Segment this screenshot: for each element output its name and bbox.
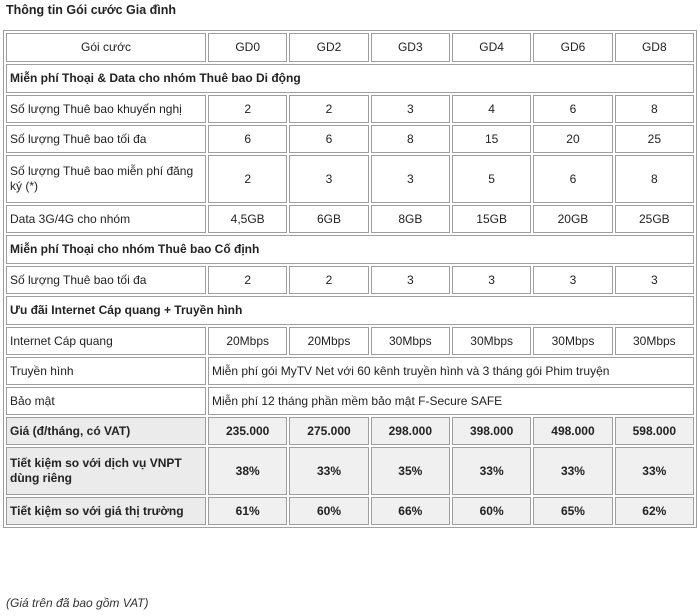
table-cell: 8 bbox=[371, 125, 450, 153]
table-cell: 25GB bbox=[615, 205, 694, 233]
table-cell: 35% bbox=[371, 447, 450, 495]
merged-cell: Miễn phí 12 tháng phần mềm bảo mật F-Secure SAFE bbox=[208, 387, 694, 415]
plan-header-gd2: GD2 bbox=[289, 33, 368, 62]
table-cell: 30Mbps bbox=[371, 327, 450, 355]
table-cell: 20Mbps bbox=[289, 327, 368, 355]
section-title: Miễn phí Thoại & Data cho nhóm Thuê bao Di động bbox=[6, 64, 694, 93]
table-cell: 3 bbox=[452, 266, 531, 294]
table-cell: 61% bbox=[208, 497, 287, 525]
section-title: Miễn phí Thoại cho nhóm Thuê bao Cố định bbox=[6, 235, 694, 264]
table-cell: 20GB bbox=[533, 205, 612, 233]
table-cell: 6 bbox=[533, 155, 612, 203]
row-label: Bảo mật bbox=[6, 387, 206, 415]
table-row bbox=[6, 125, 694, 153]
table-cell: 30Mbps bbox=[615, 327, 694, 355]
table-cell: 60% bbox=[452, 497, 531, 525]
table-cell: 15 bbox=[452, 125, 531, 153]
table-cell: 33% bbox=[533, 447, 612, 495]
savings-vnpt-row bbox=[6, 447, 694, 495]
table-row bbox=[6, 387, 694, 415]
table-cell: 66% bbox=[371, 497, 450, 525]
plan-header-gd4: GD4 bbox=[452, 33, 531, 62]
table-row bbox=[6, 205, 694, 233]
footnote: (Giá trên đã bao gồm VAT) bbox=[6, 596, 149, 610]
plan-header-gd8: GD8 bbox=[615, 33, 694, 62]
family-plan-table bbox=[3, 30, 697, 528]
row-label: Giá (đ/tháng, có VAT) bbox=[6, 417, 206, 445]
table-cell: 5 bbox=[452, 155, 531, 203]
table-cell: 6 bbox=[533, 95, 612, 123]
table-cell: 3 bbox=[289, 155, 368, 203]
row-label: Số lượng Thuê bao khuyến nghị bbox=[6, 95, 206, 123]
table-cell: 60% bbox=[289, 497, 368, 525]
section-row-internet-tv bbox=[6, 296, 694, 325]
table-cell: 235.000 bbox=[208, 417, 287, 445]
table-cell: 6GB bbox=[289, 205, 368, 233]
table-cell: 2 bbox=[289, 266, 368, 294]
table-cell: 4,5GB bbox=[208, 205, 287, 233]
table-cell: 33% bbox=[289, 447, 368, 495]
row-label: Số lượng Thuê bao tối đa bbox=[6, 125, 206, 153]
table-cell: 3 bbox=[533, 266, 612, 294]
table-cell: 33% bbox=[452, 447, 531, 495]
table-row bbox=[6, 95, 694, 123]
table-cell: 3 bbox=[371, 95, 450, 123]
table-cell: 398.000 bbox=[452, 417, 531, 445]
price-row bbox=[6, 417, 694, 445]
header-label: Gói cước bbox=[6, 33, 206, 62]
table-cell: 30Mbps bbox=[533, 327, 612, 355]
table-cell: 498.000 bbox=[533, 417, 612, 445]
section-row-fixed bbox=[6, 235, 694, 264]
row-label: Số lượng Thuê bao tối đa bbox=[6, 266, 206, 294]
table-cell: 20 bbox=[533, 125, 612, 153]
table-cell: 298.000 bbox=[371, 417, 450, 445]
table-cell: 3 bbox=[615, 266, 694, 294]
table-cell: 275.000 bbox=[289, 417, 368, 445]
row-label: Tiết kiệm so với dịch vụ VNPT dùng riêng bbox=[6, 447, 206, 495]
section-title: Ưu đãi Internet Cáp quang + Truyền hình bbox=[6, 296, 694, 325]
table-cell: 30Mbps bbox=[452, 327, 531, 355]
row-label: Internet Cáp quang bbox=[6, 327, 206, 355]
merged-cell: Miễn phí gói MyTV Net với 60 kênh truyền hình và 3 tháng gói Phim truyện bbox=[208, 357, 694, 385]
row-label: Data 3G/4G cho nhóm bbox=[6, 205, 206, 233]
section-row-mobile bbox=[6, 64, 694, 93]
page-title: Thông tin Gói cước Gia đình bbox=[6, 3, 177, 17]
row-label: Truyền hình bbox=[6, 357, 206, 385]
table-cell: 33% bbox=[615, 447, 694, 495]
row-label: Tiết kiệm so với giá thị trường bbox=[6, 497, 206, 525]
row-label: Số lượng Thuê bao miễn phí đăng ký (*) bbox=[6, 155, 206, 203]
savings-market-row bbox=[6, 497, 694, 525]
table-cell: 4 bbox=[452, 95, 531, 123]
table-cell: 2 bbox=[208, 95, 287, 123]
table-cell: 15GB bbox=[452, 205, 531, 233]
table-row bbox=[6, 266, 694, 294]
table-cell: 65% bbox=[533, 497, 612, 525]
table-cell: 20Mbps bbox=[208, 327, 287, 355]
table-cell: 25 bbox=[615, 125, 694, 153]
plan-header-gd3: GD3 bbox=[371, 33, 450, 62]
table-cell: 3 bbox=[371, 155, 450, 203]
table-cell: 2 bbox=[208, 266, 287, 294]
plan-header-gd6: GD6 bbox=[533, 33, 612, 62]
table-row bbox=[6, 327, 694, 355]
table-row bbox=[6, 155, 694, 203]
table-cell: 3 bbox=[371, 266, 450, 294]
table-cell: 2 bbox=[289, 95, 368, 123]
table-cell: 8GB bbox=[371, 205, 450, 233]
table-cell: 598.000 bbox=[615, 417, 694, 445]
plan-header-gd0: GD0 bbox=[208, 33, 287, 62]
table-cell: 8 bbox=[615, 95, 694, 123]
table-cell: 62% bbox=[615, 497, 694, 525]
table-cell: 6 bbox=[208, 125, 287, 153]
table-cell: 6 bbox=[289, 125, 368, 153]
table-header-row bbox=[6, 33, 694, 62]
table-cell: 38% bbox=[208, 447, 287, 495]
table-cell: 2 bbox=[208, 155, 287, 203]
table-cell: 8 bbox=[615, 155, 694, 203]
table-row bbox=[6, 357, 694, 385]
